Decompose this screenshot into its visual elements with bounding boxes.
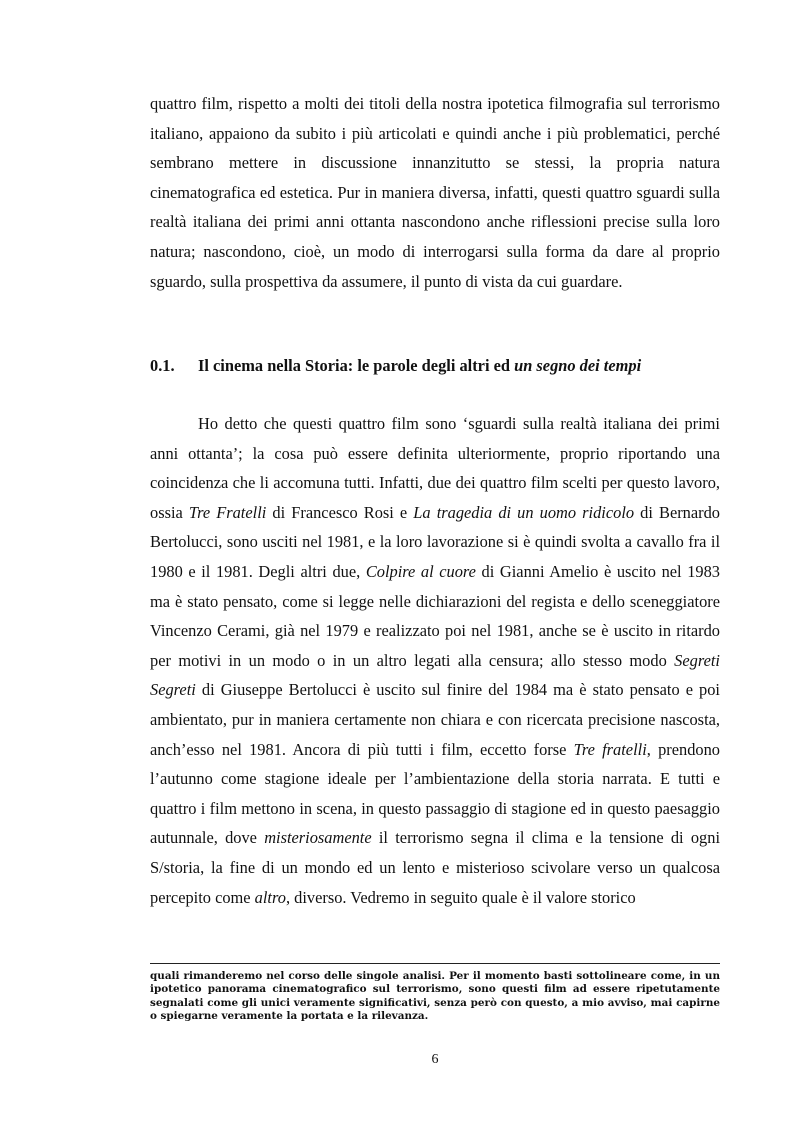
film-title: Tre Fratelli bbox=[188, 502, 267, 522]
section-title: Il cinema nella Storia: le parole degli altri ed bbox=[198, 356, 515, 375]
section-number: 0.1. bbox=[150, 356, 175, 375]
footnote: quali rimanderemo nel corso delle singole analisi. Per il momento basti sottolineare come, in un ipotetico panorama cinematografico sul terrorismo, sono questi film ad essere ripetutamente segnalati come gli unici veramente significativi, senza però con questo, a mio avviso, mai capirne o spiegarne veramente la portata e la rilevanza. bbox=[150, 970, 720, 1023]
film-title: Segreti Segreti bbox=[150, 650, 720, 700]
film-title: Tre fratelli bbox=[573, 739, 647, 759]
emphasis: misteriosamente bbox=[264, 828, 372, 848]
text-run: di Francesco Rosi e bbox=[266, 502, 414, 522]
text-run: il terrorismo segna il clima e la tensione di ogni S/storia, la fine di un mondo ed un lento e misterioso scivolare verso un qualcosa percepito come bbox=[150, 828, 720, 907]
text-run: Ho detto che questi quattro film sono ‘sguardi sulla realtà italiana dei primi anni ottanta’; la cosa può essere definita ulteriormente, proprio riportando una coincidenza che li accomuna tutti. Infatti, due dei quattro film scelti per questo lavoro, ossia bbox=[150, 414, 720, 522]
page-number: 6 bbox=[431, 1052, 439, 1067]
emphasis: altro bbox=[254, 887, 286, 907]
text-run: , prendono l’autunno come stagione ideale per l’ambientazione della storia narrata. E tutti e quattro i film mettono in scena, in questo passaggio di stagione ed in questo paesaggio autunnale, dove bbox=[150, 739, 720, 848]
paragraph-section-body bbox=[150, 409, 720, 912]
text-run: di Giuseppe Bertolucci è uscito sul finire del 1984 ma è stato pensato e poi ambientato, pur in maniera certamente non chiara e con ricercata precisione nascosta, anch’esso nel 1981. Ancora di più tutti i film, eccetto forse bbox=[150, 680, 720, 759]
section-title-italic: un segno dei tempi bbox=[514, 356, 642, 375]
text-run: di Gianni Amelio è uscito nel 1983 ma è stato pensato, come si legge nelle dichiarazioni del regista e dello sceneggiatore Vincenzo Cerami, già nel 1979 e realizzato poi nel 1981, anche se è uscito in ritardo per motivi in un modo o in un altro legati alla censura; allo stesso modo bbox=[150, 561, 720, 670]
text-run: di Bernardo Bertolucci, sono usciti nel 1981, e la loro lavorazione si è quindi svolta a cavallo fra il 1980 e il 1981. Degli altri due, bbox=[150, 502, 720, 581]
section-heading bbox=[150, 356, 720, 376]
text-run: , diverso. Vedremo in seguito quale è il valore storico bbox=[285, 887, 636, 907]
paragraph-intro-continuation: quattro film, rispetto a molti dei titoli della nostra ipotetica filmografia sul terrorismo italiano, appaiono da subito i più articolati e quindi anche i più problematici, perché sembrano mettere in discussione innanzitutto se stessi, la propria natura cinematografica ed estetica. Pur in maniera diversa, infatti, questi quattro sguardi sulla realtà italiana dei primi anni ottanta nascondono anche riflessioni precise sulla loro natura; nascondono, cioè, un modo di interrogarsi sulla forma da dare al proprio sguardo, sulla prospettiva da assumere, il punto di vista da cui guardare. bbox=[150, 94, 720, 291]
footnote-divider bbox=[150, 963, 720, 964]
film-title: La tragedia di un uomo ridicolo bbox=[413, 502, 635, 522]
film-title: Colpire al cuore bbox=[365, 561, 476, 581]
